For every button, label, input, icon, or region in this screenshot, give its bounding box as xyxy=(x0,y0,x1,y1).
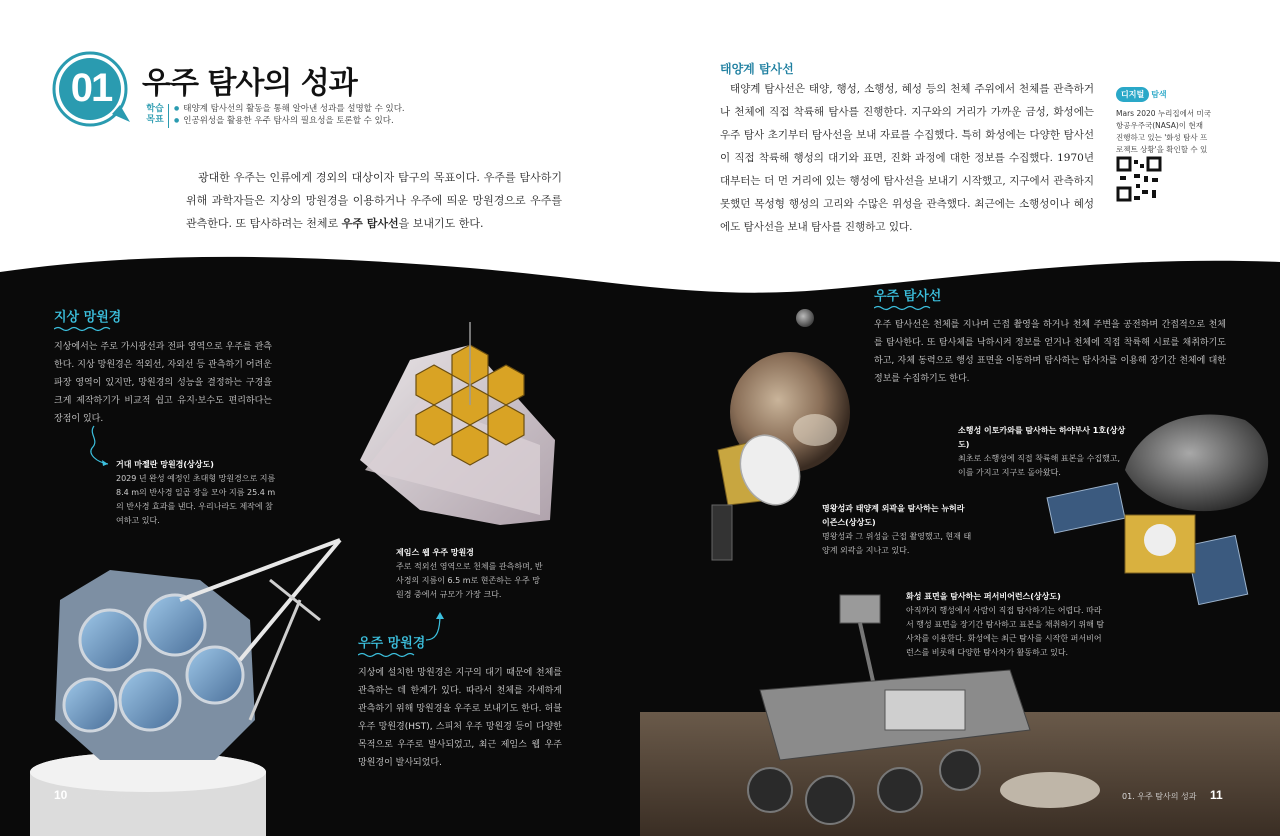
page-title: 우주 탐사의 성과 xyxy=(142,66,357,101)
jwst-caption-title: 제임스 웹 우주 망원경 xyxy=(396,548,474,557)
digital-tag: 디지털 xyxy=(1116,87,1149,102)
hayabusa-caption-title: 소행성 이토카와를 탐사하는 하야부사 1호(상상도) xyxy=(958,426,1126,449)
section-number: 01 xyxy=(70,66,112,110)
intro-paragraph xyxy=(186,166,562,235)
intro-text: 광대한 우주는 인류에게 경외의 대상이자 탐구의 목표이다. 우주를 탐사하기 위해 과학자들은 지상의 망원경을 이용하거나 우주에 띄운 망원경으로 우주를 관측한다. 또 탐사하려는 천체로 xyxy=(186,171,562,230)
gmt-caption-title: 거대 마젤란 망원경(상상도) xyxy=(116,460,214,469)
learning-goal-item: ● 태양계 탐사선의 활동을 통해 알아낸 성과를 설명할 수 있다. xyxy=(174,103,405,115)
goal-divider xyxy=(168,104,169,128)
curved-arrow-up-icon xyxy=(424,610,448,642)
solar-probe-paragraph: 태양계 탐사선은 태양, 행성, 소행성, 혜성 등의 천체 주위에서 천체를 관측하거나 천체에 직접 착륙해 탐사를 진행한다. 지구와의 거리가 가까운 금성, 화성에는 우주 탐사 초기부터 탐사선을 보내 자료를 수집했다. 특히 화성에는 다양한 탐사선이 직접 착륙해 행성의 대기와 표면, 진화 과정에 대한 정보를 수집했다. 1970년대부터는 더 먼 거리에 있는 행성에 탐사선을 보내기 시작했고, 지구에서 관측하지 못했던 목성형 행성의 고리와 수많은 위성을 관측했다. 최근에는 소행성이나 혜성에도 탐사선을 보내 탐사를 진행하고 있다. xyxy=(720,83,1094,233)
new-horizons-caption xyxy=(822,502,972,558)
page-number-left: 10 xyxy=(54,788,68,802)
intro-text-end: 을 보내기도 한다. xyxy=(398,217,484,230)
hayabusa-caption-text: 최초로 소행성에 직접 착륙해 표본을 수집했고, 이를 가지고 지구로 돌아왔다. xyxy=(958,454,1121,477)
wave-divider-icon xyxy=(358,652,416,658)
moon-image xyxy=(796,309,814,327)
perseverance-caption-title: 화성 표면을 탐사하는 퍼서비어런스(상상도) xyxy=(906,592,1061,601)
section-label-right: 01. 우주 탐사의 성과 xyxy=(1122,792,1197,801)
curved-arrow-icon xyxy=(86,424,112,468)
new-horizons-caption-text: 명왕성과 그 위성을 근접 촬영했고, 현재 태양계 외곽을 지나고 있다. xyxy=(822,532,972,555)
space-telescope-paragraph: 지상에 설치한 망원경은 지구의 대기 때문에 천체를 관측하는 데 한계가 있다. 따라서 천체를 자세하게 관측하기 위해 망원경을 우주로 보내기도 한다. 허블 우주 망원경(HST), 스피처 우주 망원경 등이 다양한 목적으로 우주로 발사되었고, 최근 제임스 웹 우주 망원경이 발사되었다. xyxy=(358,668,562,768)
new-horizons-caption-title: 명왕성과 태양계 외곽을 탐사하는 뉴허라이즌스(상상도) xyxy=(822,504,965,527)
jwst-caption-text: 주로 적외선 영역으로 천체를 관측하며, 반사경의 지름이 6.5 m로 현존하는 우주 망원경 중에서 규모가 가장 크다. xyxy=(396,562,543,599)
wave-divider-icon xyxy=(874,305,932,311)
intro-keyword: 우주 탐사선 xyxy=(341,217,399,230)
perseverance-caption xyxy=(906,590,1108,660)
chapter-label-left: I. 우주 탐사와 행성계 xyxy=(78,792,153,801)
page-number-right: 11 xyxy=(1210,788,1223,802)
digital-tag-search: 탐색 xyxy=(1151,90,1167,99)
learning-goal-list xyxy=(174,103,405,127)
jwst-caption xyxy=(396,546,546,602)
ground-telescope-heading: 지상 망원경 xyxy=(54,310,122,325)
qr-code-icon[interactable] xyxy=(1116,156,1162,202)
solar-probe-heading: 태양계 탐사선 xyxy=(720,62,794,76)
gmt-caption xyxy=(116,458,276,528)
spacecraft-paragraph: 우주 탐사선은 천체를 지나며 근접 촬영을 하거나 천체 주변을 공전하며 간접적으로 천체를 탐사한다. 또 탐사체를 낙하시켜 정보를 얻거나 천체에 직접 착륙해 시료를 채취하기도 하고, 자체 동력으로 행성 표면을 이동하며 탐사하는 탐사차를 이용해 장기간 천체에 대한 정보를 수집하기도 한다. xyxy=(874,320,1226,384)
digital-text: Mars 2020 누리집에서 미국 항공우주국(NASA)이 현재 진행하고 있는 '화성 탐사 프로젝트 상황'을 확인할 수 있 xyxy=(1116,109,1212,154)
space-telescope-heading: 우주 망원경 xyxy=(358,636,426,651)
spacecraft-heading: 우주 탐사선 xyxy=(874,289,942,304)
gmt-caption-text: 2029 년 완성 예정인 초대형 망원경으로 지름 8.4 m의 반사경 일곱 장을 모아 지름 25.4 m의 반사경 효과를 낸다. 우리나라도 제작에 참여하고 있다. xyxy=(116,474,276,525)
hayabusa-caption xyxy=(958,424,1128,480)
learning-goal-label: 학습 목표 xyxy=(146,104,164,125)
perseverance-caption-text: 아직까지 행성에서 사람이 직접 탐사하기는 어렵다. 따라서 행성 표면을 장기간 탐사하고 표본을 채취하기 위해 탐사차를 이용한다. 화성에는 최근 탐사를 시작한 퍼서비어런스를 비롯해 다양한 탐사차가 활동하고 있다. xyxy=(906,606,1105,657)
section-number-badge xyxy=(52,50,130,128)
wave-divider-icon xyxy=(54,326,112,332)
learning-goal-item: ● 인공위성을 활용한 우주 탐사의 필요성을 토론할 수 있다. xyxy=(174,115,405,127)
ground-telescope-paragraph: 지상에서는 주로 가시광선과 전파 영역으로 우주를 관측한다. 지상 망원경은 적외선, 자외선 등 관측하기 어려운 파장 영역이 있지만, 망원경의 성능을 결정하는 구경을 크게 제작하기가 비교적 쉽고 유지·보수도 편리하다는 장점이 있다. xyxy=(54,342,272,424)
